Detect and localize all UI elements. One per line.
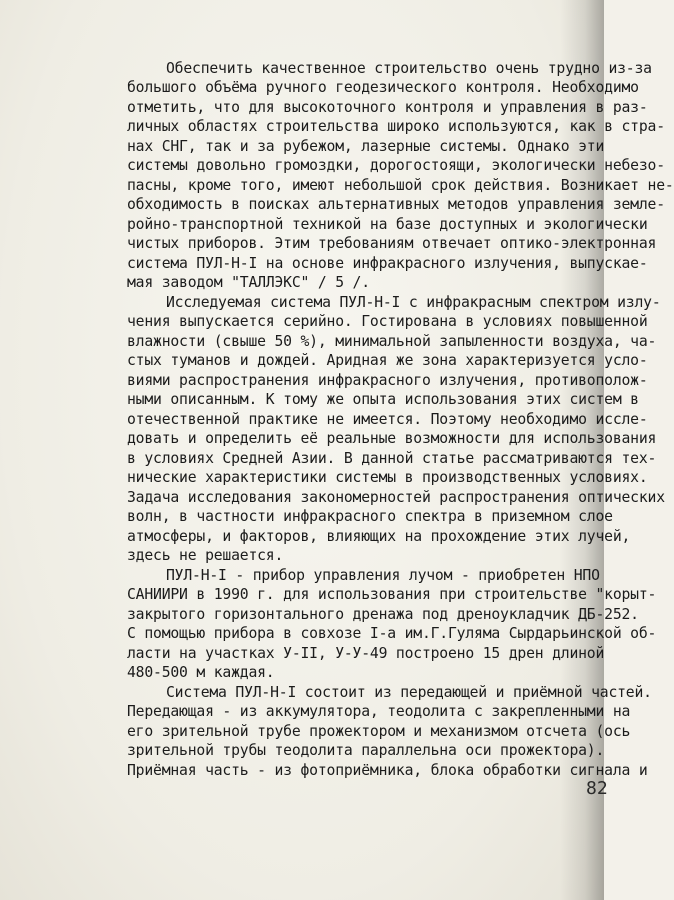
- text-line: отечественной практике не имеется. Поэтому необходимо иссле-: [127, 410, 648, 428]
- text-line: ПУЛ-Н-I - прибор управления лучом - приобретен НПО: [166, 566, 600, 584]
- text-line: здесь не решается.: [127, 546, 284, 564]
- page-number: 82: [586, 778, 608, 799]
- text-line: обходимость в поисках альтернативных методов управления земле-: [127, 195, 665, 213]
- text-line: атмосферы, и факторов, влияющих на прохождение этих лучей,: [127, 527, 631, 545]
- text-line: чения выпускается серийно. Гостирована в условиях повышенной: [127, 312, 648, 330]
- text-line: Задача исследования закономерностей распространения оптических: [127, 488, 665, 506]
- text-line: довать и определить её реальные возможности для использования: [127, 429, 657, 447]
- text-line: Исследуемая система ПУЛ-Н-I с инфракрасным спектром излу-: [166, 293, 661, 311]
- text-line: ройно-транспортной техникой на базе доступных и экологически: [127, 215, 648, 233]
- text-line: САНИИРИ в 1990 г. для использования при строительстве "корыт-: [127, 585, 657, 603]
- text-line: системы довольно громоздки, дорогостоящи, экологически небезо-: [127, 156, 665, 174]
- text-line: личных областях строительства широко используются, как в стра-: [127, 117, 665, 135]
- text-line: отметить, что для высокоточного контроля и управления в раз-: [127, 98, 648, 116]
- text-line: 480-500 м каждая.: [127, 663, 275, 681]
- text-line: Система ПУЛ-Н-I состоит из передающей и приёмной частей.: [166, 683, 652, 701]
- text-line: С помощью прибора в совхозе I-а им.Г.Гуляма Сырдарьинской об-: [127, 624, 657, 642]
- text-line: ласти на участках У-II, У-У-49 построено 15 дрен длиной: [127, 644, 605, 662]
- text-line: большого объёма ручного геодезического контроля. Необходимо: [127, 78, 639, 96]
- text-line: ными описанным. К тому же опыта использования этих систем в: [127, 390, 639, 408]
- text-line: волн, в частности инфракрасного спектра в приземном слое: [127, 507, 613, 525]
- text-line: Передающая - из аккумулятора, теодолита с закрепленными на: [127, 702, 631, 720]
- text-line: пасны, кроме того, имеют небольшой срок действия. Возникает не-: [127, 176, 674, 194]
- text-line: мая заводом "ТАЛЛЭКС" / 5 /.: [127, 273, 370, 291]
- text-line: Приёмная часть - из фотоприёмника, блока обработки сигнала и: [127, 761, 648, 779]
- text-line: в условиях Средней Азии. В данной статье рассматриваются тех-: [127, 449, 657, 467]
- text-line: чистых приборов. Этим требованиям отвечает оптико-электронная: [127, 234, 657, 252]
- text-line: виями распространения инфракрасного излучения, противополож-: [127, 371, 648, 389]
- text-line: нах СНГ, так и за рубежом, лазерные системы. Однако эти: [127, 137, 605, 155]
- text-line: стых туманов и дождей. Аридная же зона характеризуется усло-: [127, 351, 648, 369]
- text-line: Обеспечить качественное строительство очень трудно из-за: [166, 59, 652, 77]
- text-line: закрытого горизонтального дренажа под дреноукладчик ДБ-252.: [127, 605, 639, 623]
- text-line: зрительной трубы теодолита параллельна оси прожектора).: [127, 741, 605, 759]
- text-line: его зрительной трубе прожектором и механизмом отсчета (ось: [127, 722, 631, 740]
- text-line: нические характеристики системы в производственных условиях.: [127, 468, 648, 486]
- text-line: влажности (свыше 50 %), минимальной запыленности воздуха, ча-: [127, 332, 657, 350]
- text-line: система ПУЛ-Н-I на основе инфракрасного излучения, выпускае-: [127, 254, 648, 272]
